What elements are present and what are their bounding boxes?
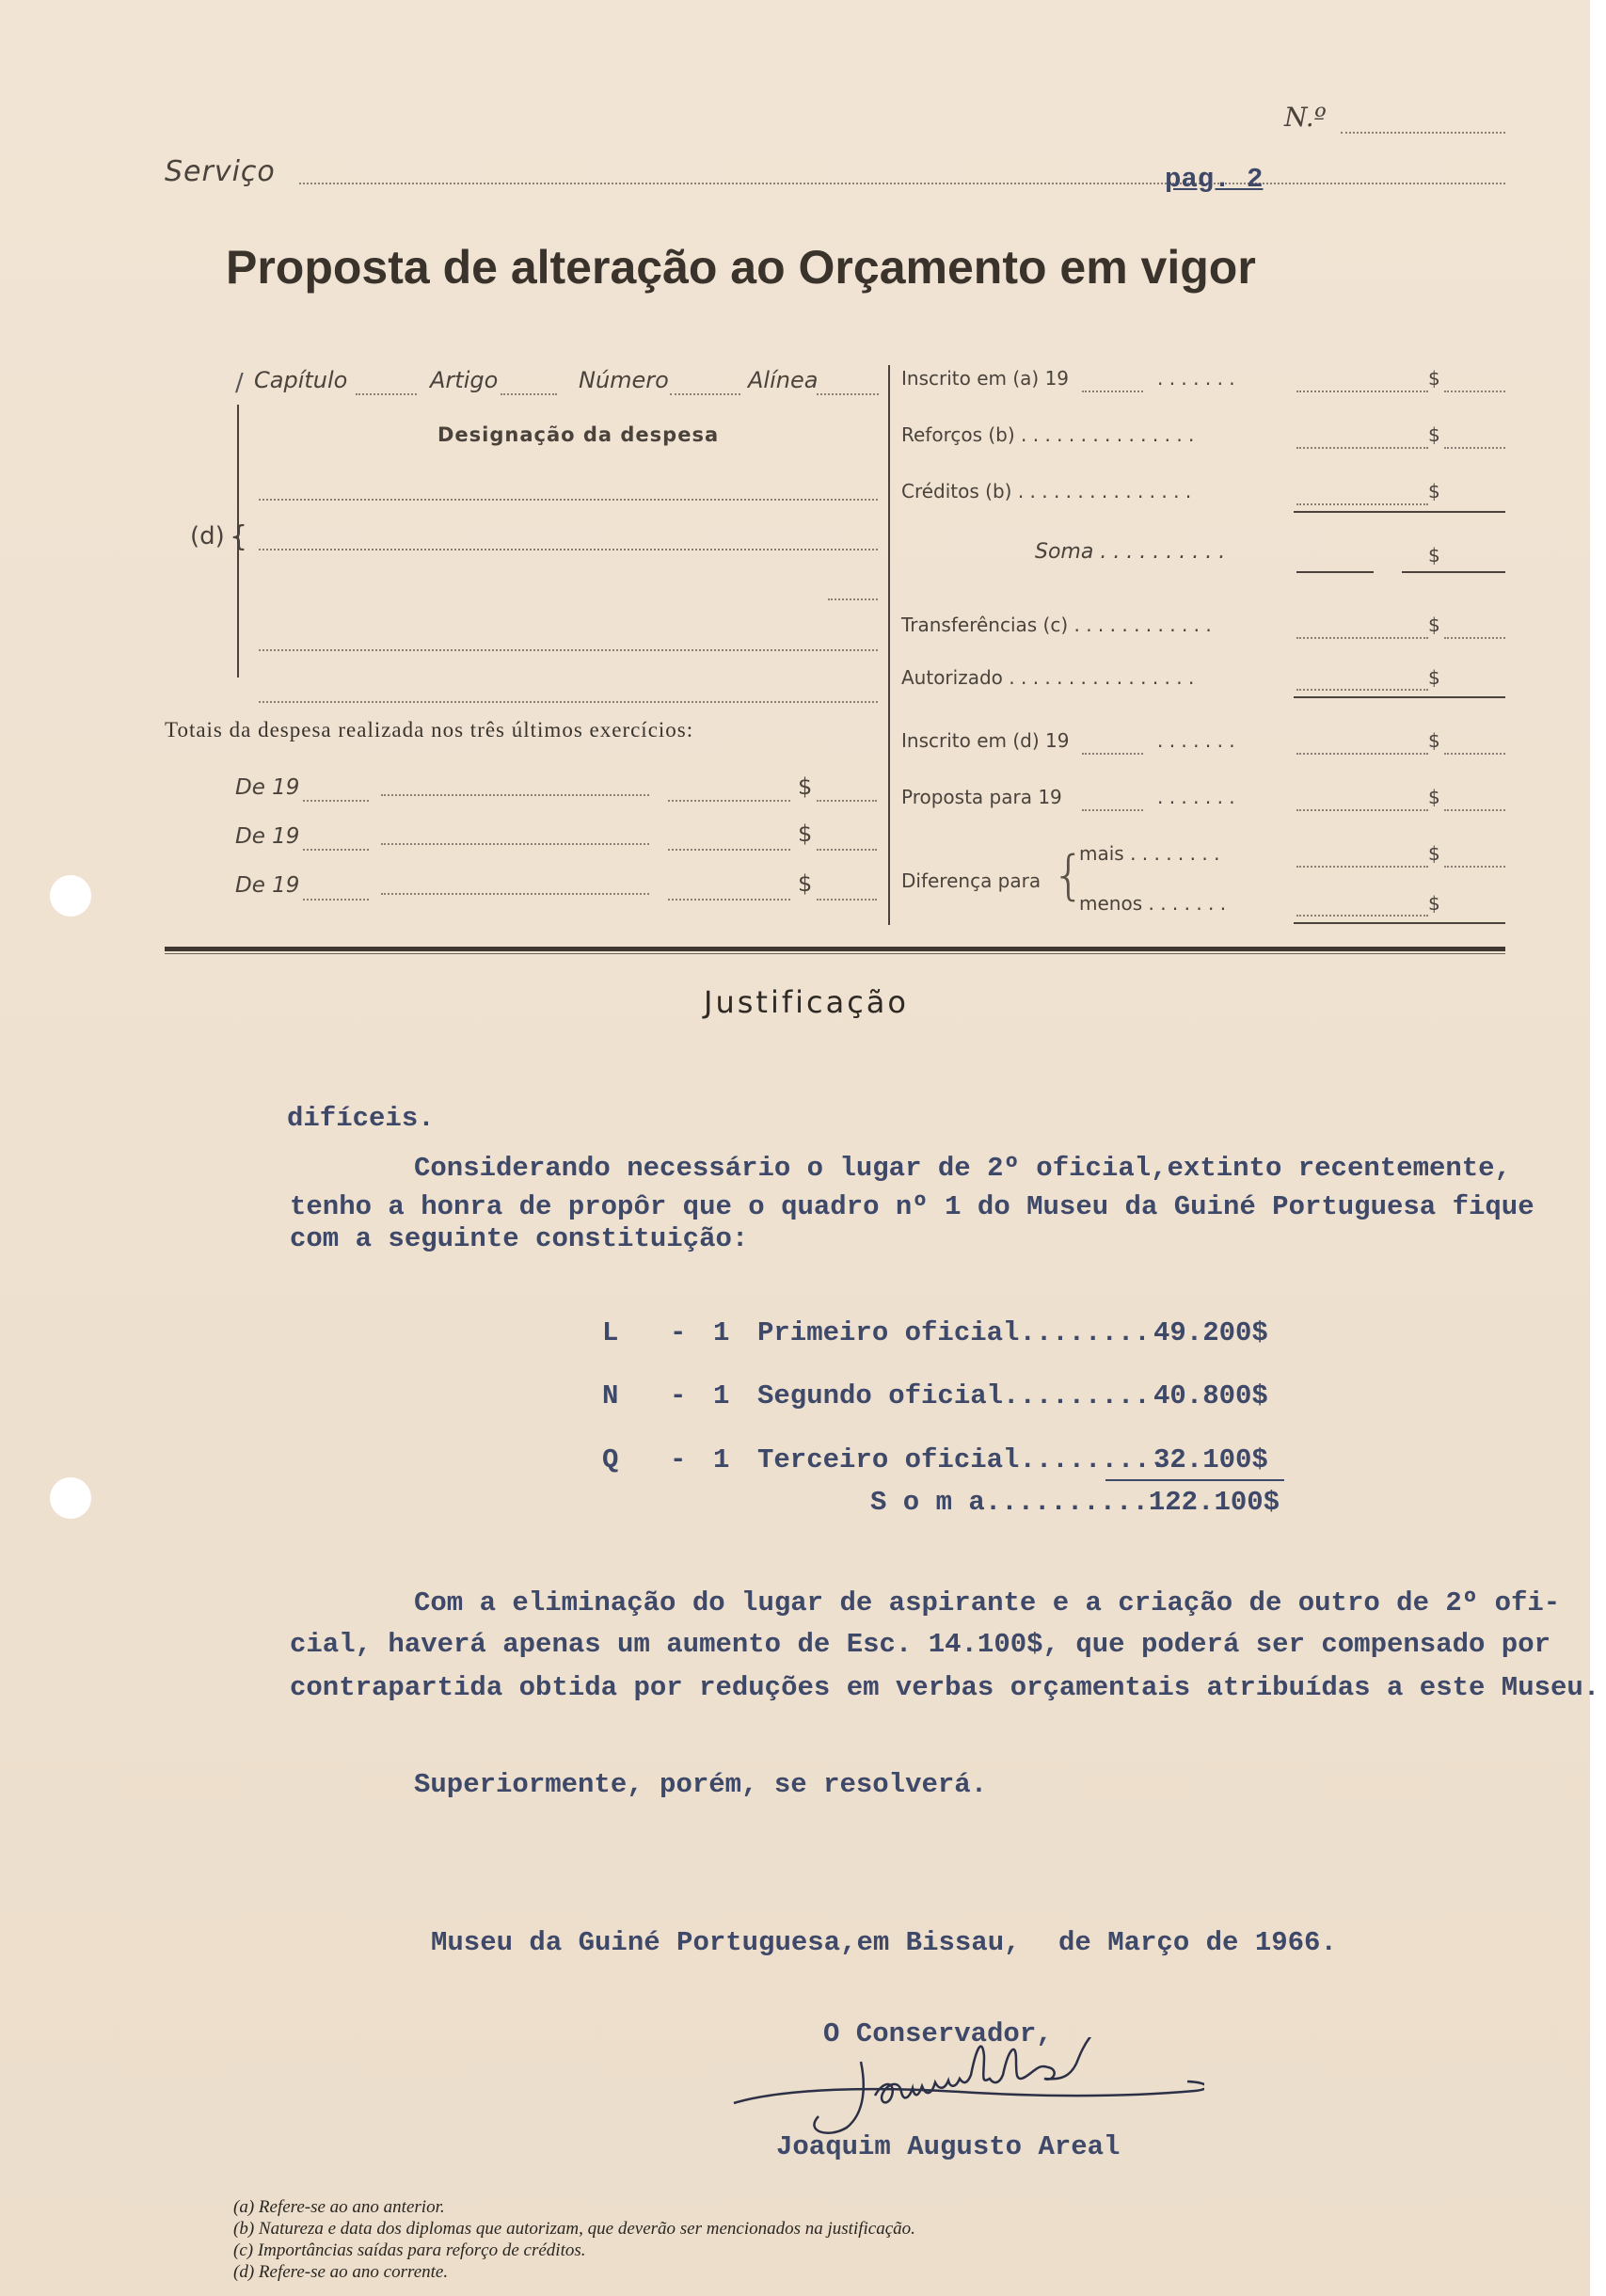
section-separator [165,947,1505,951]
proposta-label: Proposta para 19 [901,786,1062,808]
justificacao-heading: Justificação [704,984,909,1020]
diferenca-label: Diferença para [901,869,1042,892]
item-q-desc: Terceiro oficial......... [757,1444,1168,1475]
inscrito-a-currency: $ [1428,367,1440,390]
just-p1-l2: tenho a honra de propôr que o quadro nº 1 do Museu da Guiné Portuguesa fique [290,1191,1534,1222]
page-number: pag. 2 [1165,164,1264,195]
punch-hole-bottom [50,1477,91,1519]
menos-label: menos . . . . . . . [1079,892,1227,915]
autorizado-currency: $ [1428,666,1440,689]
signatory-role: O Conservador, [823,2018,1053,2049]
just-p2-l3: contrapartida obtida por reduções em verbas orçamentais atribuídas a este Museu. [290,1672,1600,1703]
just-p2-l2: cial, haverá apenas um aumento de Esc. 14.100$, que poderá ser compensado por [290,1629,1551,1660]
place-line: Museu da Guiné Portuguesa,em Bissau, [431,1927,1021,1958]
item-l-letter: L [602,1317,619,1348]
servico-field [299,183,1505,184]
numero-label: N.º [1284,102,1327,133]
diferenca-brace: { [1052,845,1086,906]
item-n-desc: Segundo oficial......... [757,1380,1151,1411]
mais-label: mais . . . . . . . . [1079,842,1220,865]
item-n-dash: - [670,1380,687,1411]
proposta-dots: . . . . . . . [1157,786,1235,808]
footnote-c: (c) Importâncias saídas para reforço de créditos. [233,2240,586,2260]
item-l-value: 49.200$ [1153,1317,1268,1348]
totais-label: Totais da despesa realizada nos três últimos exercícios: [165,718,694,741]
transferencias-currency: $ [1428,614,1440,636]
creditos-currency: $ [1428,480,1440,502]
punch-hole-top [50,875,91,917]
de19-currency-2: $ [798,821,813,847]
numero-field [1341,132,1505,134]
numero-col-label: Número [579,367,669,393]
transferencias-label: Transferências (c) . . . . . . . . . . . . [901,614,1212,636]
item-l-qty: 1 [713,1317,730,1348]
sum-underline [1105,1479,1284,1481]
inscrito-a-label: Inscrito em (a) 19 [901,367,1070,390]
inscrito-a-dots: . . . . . . . [1157,367,1235,390]
page-title: Proposta de alteração ao Orçamento em vigor [226,241,1256,294]
just-line-0: difíceis. [287,1103,435,1134]
signatory-name: Joaquim Augusto Areal [776,2131,1121,2162]
capitulo-label: Capítulo [254,367,348,393]
reforcos-currency: $ [1428,423,1440,446]
inscrito-d-label: Inscrito em (d) 19 [901,729,1070,752]
artigo-label: Artigo [430,367,499,393]
just-p1-l1: Considerando necessário o lugar de 2º oficial,extinto recentemente, [414,1153,1511,1184]
mais-currency: $ [1428,842,1440,865]
item-n-value: 40.800$ [1153,1380,1268,1411]
item-l-dash: - [670,1317,687,1348]
reforcos-label: Reforços (b) . . . . . . . . . . . . . . . [901,423,1195,446]
item-n-letter: N [602,1380,619,1411]
footnote-a: (a) Refere-se ao ano anterior. [233,2197,445,2217]
de19-label-2: De 19 [235,824,300,849]
autorizado-label: Autorizado . . . . . . . . . . . . . . . . [901,666,1195,689]
inscrito-d-dots: . . . . . . . [1157,729,1235,752]
de19-label-3: De 19 [235,873,300,898]
designacao-label: Designação da despesa [437,423,720,446]
footnote-d: (d) Refere-se ao ano corrente. [233,2262,449,2282]
servico-label: Serviço [165,155,276,188]
date-line: de Março de 1966. [1058,1927,1337,1958]
soma-label: Soma . . . . . . . . . . [1035,540,1226,564]
alinea-label: Alínea [748,367,819,393]
inscrito-d-currency: $ [1428,729,1440,752]
item-q-dash: - [670,1444,687,1475]
soma-total: S o m a..........122.100$ [870,1487,1280,1518]
creditos-label: Créditos (b) . . . . . . . . . . . . . . . [901,480,1192,502]
footnote-b: (b) Natureza e data dos diplomas que autorizam, que deverão ser mencionados na justificação. [233,2219,915,2239]
soma-currency: $ [1428,544,1440,566]
column-divider [888,365,890,925]
proposta-currency: $ [1428,786,1440,808]
de19-label-1: De 19 [235,775,300,800]
just-p1-l3: com a seguinte constituição: [290,1223,749,1254]
signature-graphic [724,2037,1204,2141]
item-q-value: 32.100$ [1153,1444,1268,1475]
item-l-desc: Primeiro oficial........ [757,1317,1151,1348]
just-p3: Superiormente, porém, se resolverá. [414,1769,988,1800]
item-q-qty: 1 [713,1444,730,1475]
item-n-qty: 1 [713,1380,730,1411]
document-page: N.º Serviço pag. 2 Proposta de alteração ao Orçamento em vigor / Capítulo Artigo Número Alínea (d) { Designação da despesa Totais da despesa realizada nos três últimos exercícios: De 19 $ De 19 $ De 19 $ Inscrito em (a) 19 . . . . . . . $ Reforços (b) . . . . . . . . . . . . . . . $ Créditos (b) . . . . . . . . . . . . . . . $ Soma . . . . . . . . . . $ Transferências (c) . . . . . . . . . . . . $ Autorizado . . . . . . . . . . . . . . . . $ Inscrito em (d) 19 . . . . . . . $ Proposta para 19 . . . . . . . $ Diferença para { mais . . . . . . . . $ menos . . . . . . . $ Justificação difíceis. Considerando necessário o lugar de 2º oficial,extinto recentemente, tenho a honra de propôr que o quadro nº 1 do Museu da Guiné Portuguesa fique com a seguinte constituição: L - 1 Primeiro oficial........ 49.200$ N - 1 Segundo oficial......... 40.800$ Q - 1 Terceiro oficial......... 32.100$ S o m a..........122.100$ Com a eliminação do lugar de aspirante e a criação de outro de 2º ofi- cial, haverá apenas um aumento de Esc. 14.100$, que poderá ser compensado por contrapartida obtida por reduções em verbas orçamentais atribuídas a este Museu. Superiormente, porém, se resolverá. Museu da Guiné Portuguesa,em Bissau, de Março de 1966. O Conservador, Joaquim Augusto Areal (a) Refere-se ao ano anterior. (b) Natureza e data dos diplomas que autorizam, que deverão ser mencionados na justificação. (c) Importâncias saídas para reforço de créditos. (d) Refere-se ao ano corrente. [0,0,1590,2296]
menos-currency: $ [1428,892,1440,915]
item-q-letter: Q [602,1444,619,1475]
just-p2-l1: Com a eliminação do lugar de aspirante e a criação de outro de 2º ofi- [414,1587,1561,1618]
de19-currency-3: $ [798,870,813,897]
d-mark: (d) [190,522,225,550]
de19-currency-1: $ [798,773,813,800]
